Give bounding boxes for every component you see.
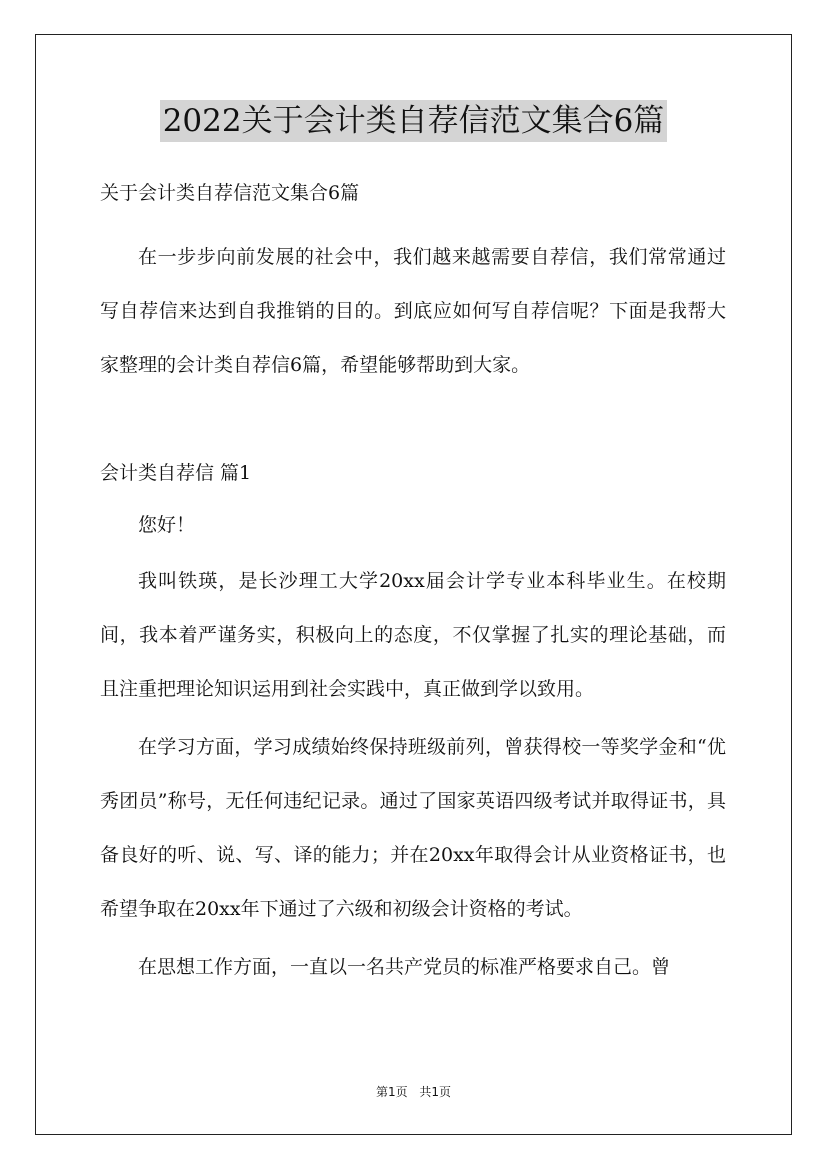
intro-paragraph: 在一步步向前发展的社会中，我们越来越需要自荐信，我们常常通过写自荐信来达到自我推销的目的。到底应如何写自荐信呢？下面是我帮大家整理的会计类自荐信6篇，希望能够帮助到大家。 — [100, 246, 726, 376]
document-subtitle: 关于会计类自荐信范文集合6篇 — [100, 182, 360, 204]
section-heading: 会计类自荐信 篇1 — [100, 462, 252, 484]
title-container — [0, 100, 827, 142]
page-count: 共1页 — [419, 1085, 452, 1099]
page-footer — [0, 1083, 827, 1100]
greeting: 您好！ — [138, 514, 196, 536]
body-paragraph: 在思想工作方面，一直以一名共产党员的标准严格要求自己。曾 — [138, 956, 671, 978]
page-number: 第1页 — [375, 1085, 408, 1099]
body-paragraph: 我叫铁瑛，是长沙理工大学20xx届会计学专业本科毕业生。在校期间，我本着严谨务实，积极向上的态度，不仅掌握了扎实的理论基础，而且注重把理论知识运用到社会实践中，真正做到学以致用。 — [100, 570, 726, 700]
body-paragraph: 在学习方面，学习成绩始终保持班级前列，曾获得校一等奖学金和“优秀团员”称号，无任何违纪记录。通过了国家英语四级考试并取得证书，具备良好的听、说、写、译的能力；并在20xx年取得会计从业资格证书，也希望争取在20xx年下通过了六级和初级会计资格的考试。 — [100, 736, 726, 920]
document-title: 2022关于会计类自荐信范文集合6篇 — [160, 100, 668, 142]
document-body — [100, 172, 726, 994]
